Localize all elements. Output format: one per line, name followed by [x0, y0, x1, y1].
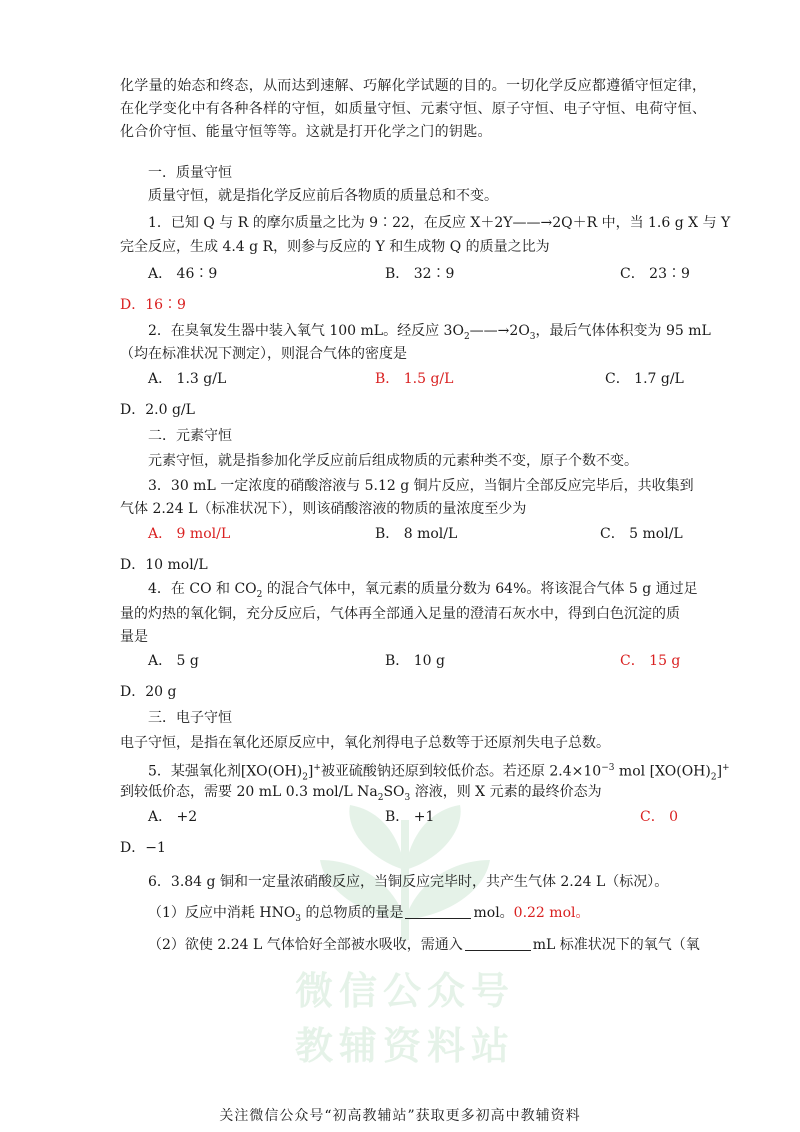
q1-option-c: C． 23∶9 — [620, 266, 690, 282]
question-2-line-1 — [148, 321, 711, 347]
question-4-line-2: 量的灼热的氧化铜，充分反应后，气体再全部通入足量的澄清石灰水中，得到白色沉淀的质 — [120, 606, 680, 622]
question-6-line-1: 6．3.84 g 铜和一定量浓硝酸反应，当铜反应完毕时，共产生气体 2.24 L（标况）。 — [148, 874, 669, 890]
q5-option-a: A． +2 — [148, 809, 198, 825]
question-3-line-1: 3．30 mL 一定浓度的硝酸溶液与 5.12 g 铜片反应，当铜片全部反应完毕后，共收集到 — [148, 478, 694, 494]
q4-text-a: 4．在 CO 和 CO — [148, 581, 257, 597]
q5-text-h: 溶液，则 X 元素的最终价态为 — [410, 784, 602, 800]
q6-p2-text-b: mL 标准状况下的氧气（氧 — [532, 937, 700, 953]
q5-sup-1: + — [313, 763, 321, 773]
q5-text-b: ] — [307, 763, 314, 780]
intro-line-3: 化合价守恒、能量守恒等等。这就是打开化学之门的钥匙。 — [120, 124, 492, 140]
q3-option-a-answer: A． 9 mol/L — [148, 526, 231, 542]
watermark — [290, 800, 520, 1068]
q5-text-e: ] — [716, 763, 723, 780]
watermark-line-1: 微信公众号 — [294, 969, 515, 1013]
q5-text-c: 被亚硫酸钠还原到较低价态。若还原 2.4×10 — [320, 763, 602, 780]
reaction-arrow: ——→ — [512, 215, 553, 231]
q5-option-b: B． +1 — [385, 809, 435, 825]
section-desc-electron: 电子守恒，是指在氧化还原反应中，氧化剂得电子总数等于还原剂失电子总数。 — [120, 735, 610, 751]
section-heading-mass: 一．质量守恒 — [148, 165, 232, 181]
q6-p1-sub: 3 — [295, 913, 302, 924]
question-4-line-3: 量是 — [120, 629, 148, 645]
intro-line-1: 化学量的始态和终态，从而达到速解、巧解化学试题的目的。一切化学反应都遵循守恒定律， — [120, 78, 707, 94]
q2-option-c: C． 1.7 g/L — [605, 371, 684, 387]
q5-sub-4: 3 — [404, 792, 411, 803]
question-4-line-1 — [148, 579, 698, 605]
q4-sub-1: 2 — [256, 589, 263, 600]
q5-text-g: SO — [383, 784, 405, 800]
intro-line-2: 在化学变化中有各种各样的守恒，如质量守恒、元素守恒、原子守恒、电子守恒、电荷守恒、 — [120, 101, 707, 117]
q6-p2-text-a: （2）欲使 2.24 L 气体恰好全部被水吸收，需通入 — [148, 937, 463, 953]
q4-option-c-answer: C． 15 g — [620, 653, 681, 669]
q5-sup-2: −3 — [601, 763, 615, 773]
q2-text-c: ，最后气体体积变为 95 mL — [535, 323, 711, 339]
section-heading-electron: 三．电子守恒 — [148, 710, 232, 726]
answer-blank-2 — [465, 936, 531, 951]
question-6-part-1 — [148, 903, 589, 929]
q4-option-b: B． 10 g — [385, 653, 445, 669]
q5-text-f: 到较低价态，需要 20 mL 0.3 mol/L Na — [120, 784, 378, 800]
q4-option-a: A． 5 g — [148, 653, 199, 669]
section-desc-element: 元素守恒，就是指参加化学反应前后组成物质的元素种类不变，原子个数不变。 — [148, 453, 638, 469]
q5-text-a: 5．某强氧化剂[XO(OH) — [148, 763, 303, 780]
section-heading-element: 二．元素守恒 — [148, 428, 232, 444]
question-6-part-2 — [148, 935, 700, 955]
q1-option-d-answer: D．16∶9 — [120, 297, 186, 313]
q6-p1-answer: 0.22 mol。 — [513, 905, 590, 921]
q5-sub-1: 2 — [302, 772, 308, 783]
q5-sub-2: 2 — [710, 772, 717, 783]
question-1-line-1 — [148, 213, 730, 233]
q2-option-a: A． 1.3 g/L — [148, 371, 227, 387]
q3-option-d: D．10 mol/L — [120, 557, 208, 573]
q2-text-a: 2．在臭氧发生器中装入氧气 100 mL。经反应 3O — [148, 323, 464, 339]
section-desc-mass: 质量守恒，就是指化学反应前后各物质的质量总和不变。 — [148, 188, 498, 204]
q1-option-b: B． 32∶9 — [385, 266, 455, 282]
page-footer: 关注微信公众号“初高教辅站”获取更多初高中教辅资料 — [219, 1108, 581, 1124]
answer-blank-1 — [405, 904, 471, 919]
q5-sup-3: + — [722, 763, 730, 773]
q2-sub-2: 3 — [529, 331, 536, 342]
q6-p1-text-a: （1）反应中消耗 HNO — [148, 905, 296, 921]
q2-text-b: 2O — [509, 323, 530, 339]
reaction-arrow: ——→ — [469, 323, 510, 339]
q6-p1-text-c: mol。 — [473, 905, 514, 921]
q3-option-c: C． 5 mol/L — [600, 526, 683, 542]
watermark-line-2: 教辅资料站 — [294, 1024, 515, 1068]
q1-option-a: A． 46∶9 — [148, 266, 218, 282]
q2-option-b-answer: B． 1.5 g/L — [375, 371, 454, 387]
q2-option-d: D．2.0 g/L — [120, 402, 195, 418]
q1-text-b: 2Q＋R 中，当 1.6 g X 与 Y — [552, 215, 731, 231]
q4-text-b: 的混合气体中，氧元素的质量分数为 64%。将该混合气体 5 g 通过足 — [262, 581, 698, 597]
question-2-line-2: （均在标准状况下测定），则混合气体的密度是 — [120, 346, 407, 362]
question-5-line-2 — [120, 782, 602, 808]
q5-sub-3: 2 — [377, 792, 384, 803]
q5-option-d: D．−1 — [120, 840, 166, 856]
question-3-line-2: 气体 2.24 L（标准状况下），则该硝酸溶液的物质的量浓度至少为 — [120, 501, 527, 517]
q6-p1-text-b: 的总物质的量是 — [301, 905, 404, 921]
q5-text-d: mol [XO(OH) — [614, 763, 711, 780]
q1-text-a: 1．已知 Q 与 R 的摩尔质量之比为 9∶22，在反应 X＋2Y — [148, 215, 513, 231]
q2-sub-1: 2 — [463, 331, 470, 342]
q4-option-d: D．20 g — [120, 684, 177, 700]
question-1-line-2: 完全反应，生成 4.4 g R，则参与反应的 Y 和生成物 Q 的质量之比为 — [120, 239, 550, 255]
q5-option-c-answer: C． 0 — [640, 809, 679, 825]
q3-option-b: B． 8 mol/L — [375, 526, 458, 542]
